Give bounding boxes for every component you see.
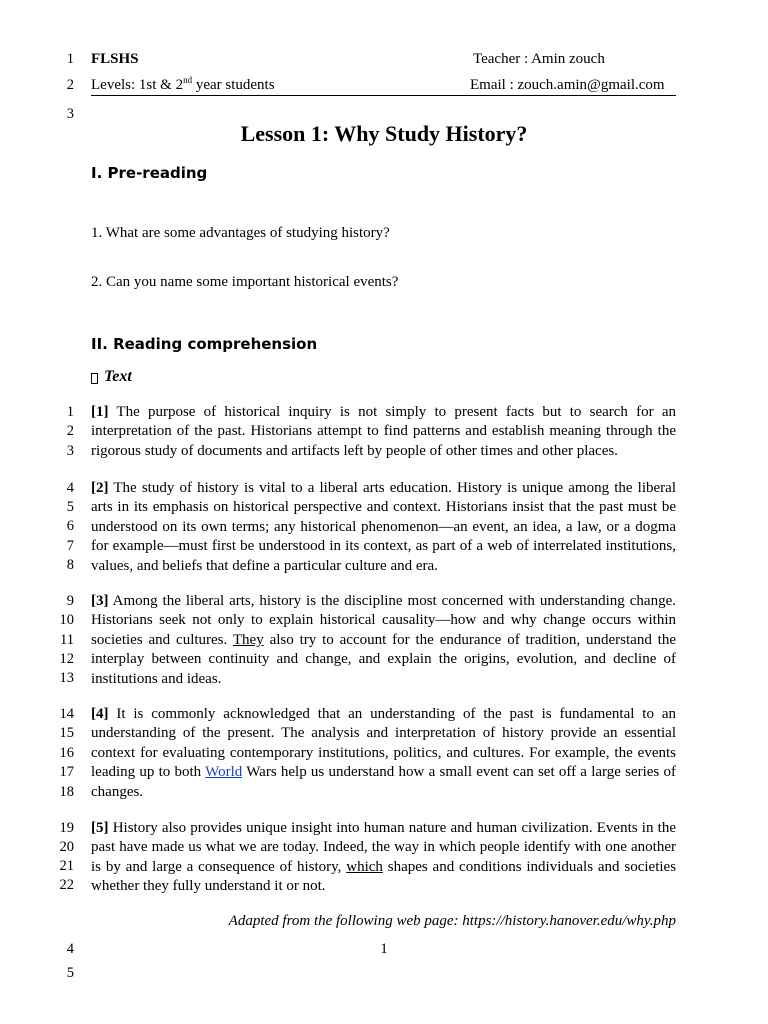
paragraph-marker: [5] bbox=[91, 820, 109, 836]
text-label: Text bbox=[104, 368, 132, 385]
line-number: 4 bbox=[66, 941, 74, 957]
line-number: 13 bbox=[59, 670, 74, 686]
world-link[interactable]: World bbox=[205, 764, 243, 781]
paragraph-4: [4] It is commonly acknowledged that an understanding of the past is fundamental to an understanding of the present. The analysis and interpretation of history provide an essential context for evaluating contemporary institutions, politics, and cultures. For example, the events leading up to both World Wars help us understand how a small event can set off a large series of changes. bbox=[91, 706, 676, 800]
checkbox-icon bbox=[91, 373, 98, 384]
pre-reading-heading: I. Pre-reading bbox=[91, 164, 208, 182]
line-number: 3 bbox=[66, 106, 74, 122]
line-number: 6 bbox=[66, 518, 74, 534]
line-number: 10 bbox=[59, 612, 74, 628]
teacher-name: Teacher : Amin zouch bbox=[473, 51, 605, 67]
line-number: 7 bbox=[66, 538, 74, 554]
institution-name: FLSHS bbox=[91, 51, 139, 67]
paragraph-1: [1] The purpose of historical inquiry is not simply to present facts but to search for an interpretation of the past. Historians attempt to find patterns and establish meaning through the rigorous study of documents and artifacts left by people of other times and other places. bbox=[91, 404, 676, 459]
paragraph-marker: [4] bbox=[91, 706, 109, 722]
line-number: 15 bbox=[59, 725, 74, 741]
line-number: 12 bbox=[59, 651, 74, 667]
lesson-title: Lesson 1: Why Study History? bbox=[240, 121, 528, 146]
line-number: 2 bbox=[66, 423, 74, 439]
line-number: 5 bbox=[66, 499, 74, 515]
reading-heading: II. Reading comprehension bbox=[91, 335, 318, 353]
line-number: 1 bbox=[66, 51, 74, 67]
line-number: 14 bbox=[59, 706, 74, 722]
teacher-email: Email : zouch.amin@gmail.com bbox=[470, 77, 665, 93]
line-number: 4 bbox=[66, 480, 74, 496]
paragraph-2: [2] The study of history is vital to a liberal arts education. History is unique among the liberal arts in its emphasis on historical perspective and context. Historians insist that the past must be understood on its own terms; any historical phenomenon—an event, an idea, a law, or a dogma for example—must first be understood in its context, as part of a web of interrelated institutions, values, and beliefs that define a particular culture and era. bbox=[91, 480, 677, 574]
header-divider bbox=[91, 95, 676, 96]
paragraph-marker: [1] bbox=[91, 404, 109, 420]
line-number: 16 bbox=[59, 745, 74, 761]
source-citation: Adapted from the following web page: https://history.hanover.edu/why.php bbox=[228, 913, 676, 929]
line-number: 8 bbox=[66, 557, 74, 573]
line-number: 20 bbox=[59, 839, 74, 855]
line-number: 21 bbox=[59, 858, 74, 874]
paragraph-marker: [2] bbox=[91, 480, 109, 496]
levels-text: Levels: 1st & 2nd year students bbox=[91, 75, 275, 93]
line-number: 19 bbox=[59, 820, 74, 836]
underlined-word: They bbox=[232, 631, 264, 648]
line-number: 5 bbox=[66, 965, 74, 981]
paragraph-marker: [3] bbox=[91, 593, 109, 609]
line-number: 9 bbox=[66, 593, 74, 609]
paragraph-3: [3] Among the liberal arts, history is the discipline most concerned with understanding change. Historians seek not only to explain historical causality—how and why change occurs within societies and cultures. They also try to account for the endurance of tradition, understand the interplay between continuity and change, and explain the origins, evolution, and decline of institutions and ideas. bbox=[91, 593, 677, 687]
text-label-row bbox=[91, 368, 132, 386]
underlined-word: which bbox=[346, 858, 383, 875]
line-number: 3 bbox=[66, 443, 74, 459]
line-number: 2 bbox=[66, 77, 74, 93]
pre-reading-question: 2. Can you name some important historical events? bbox=[91, 274, 399, 290]
pre-reading-question: 1. What are some advantages of studying history? bbox=[91, 225, 390, 241]
page-number: 1 bbox=[380, 941, 388, 957]
line-number: 18 bbox=[59, 784, 74, 800]
paragraph-5: [5] History also provides unique insight into human nature and human civilization. Events in the past have made us what we are today. Indeed, the way in which people identify with one another is by and large a consequence of history, which shapes and conditions individuals and societies whether they fully understand it or not. bbox=[91, 820, 677, 895]
line-number: 17 bbox=[59, 764, 74, 780]
line-number: 1 bbox=[66, 404, 74, 420]
line-number: 11 bbox=[60, 632, 74, 648]
line-number: 22 bbox=[59, 877, 74, 893]
